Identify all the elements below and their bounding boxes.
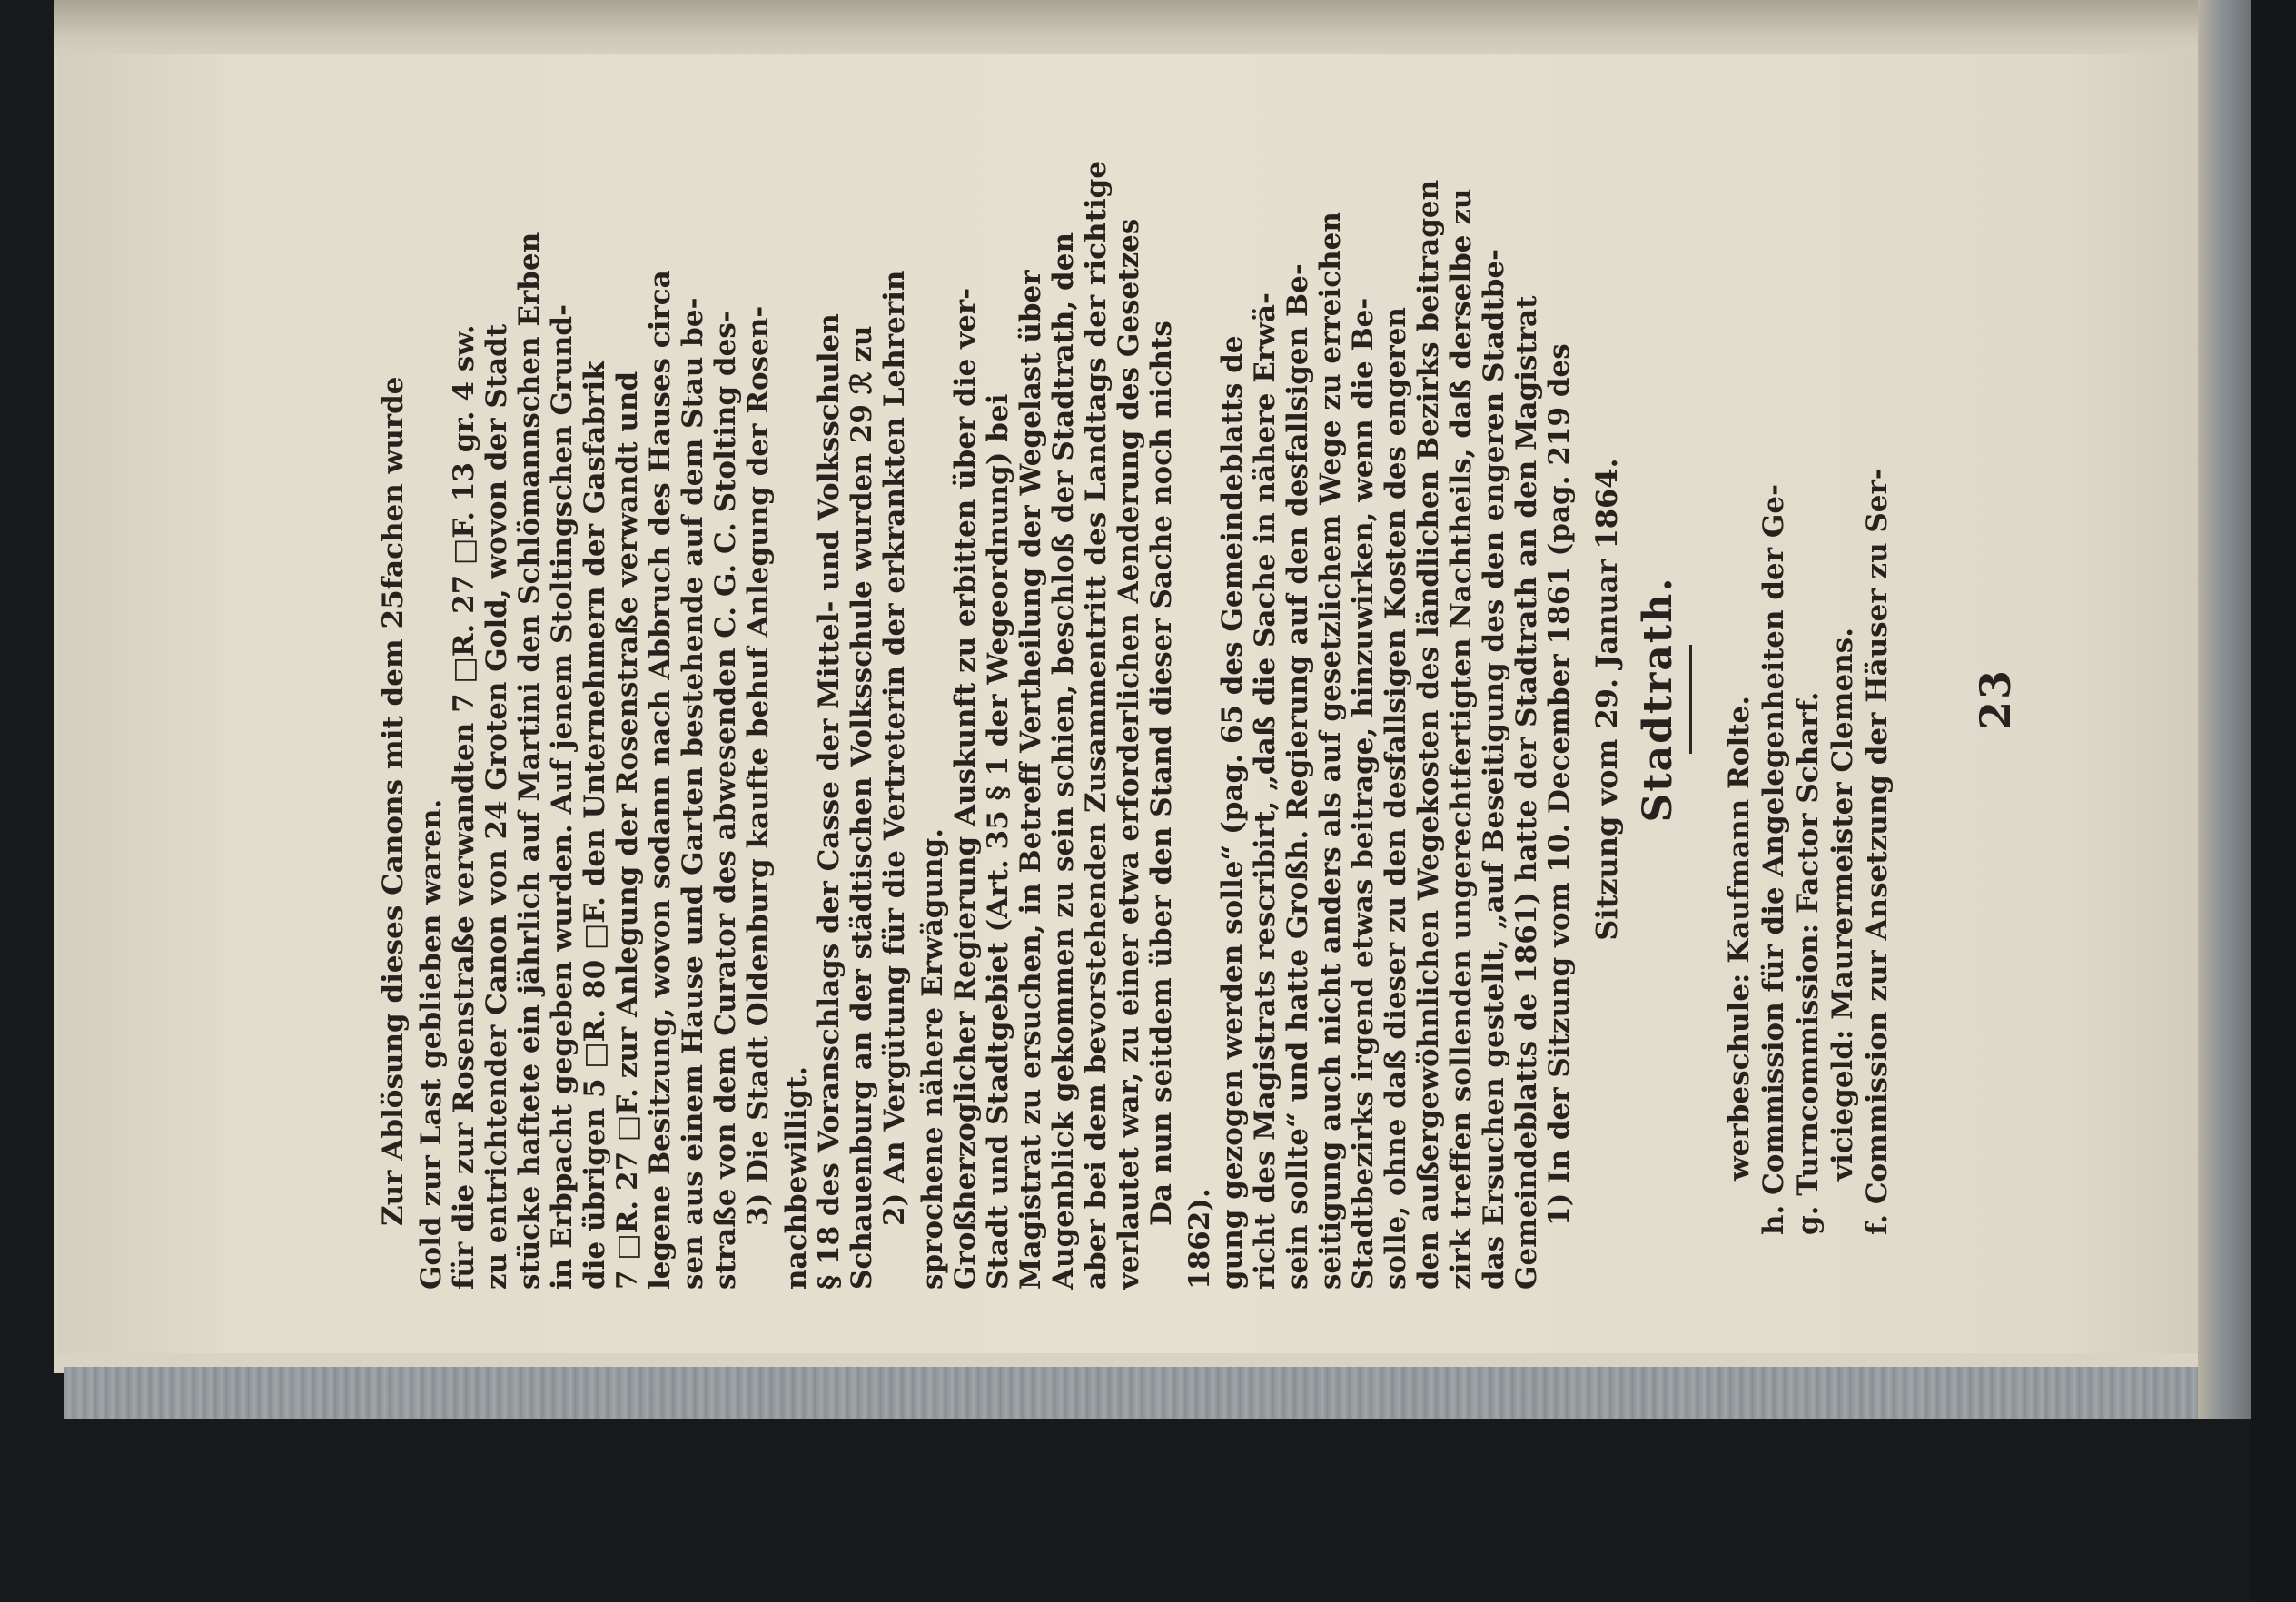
paragraph-line: 1862). [1183, 1188, 1216, 1290]
paragraph-line: Stadtbezirks irgend etwas beitrage, hinzuwirken, wenn die Be- [1347, 297, 1380, 1290]
list-item: viciegeld: Maurermeister Clemens. [1826, 628, 1859, 1181]
cloth-cover-right [2198, 0, 2252, 1419]
paragraph-line: Augenblick gekommen zu sein schien, beschloß der Stadtrath, den [1047, 232, 1080, 1290]
paragraph-line: die übrigen 5 □R. 80 □F. den Unternehmern der Gasfabrik [579, 361, 611, 1290]
paragraph-line: 3) Die Stadt Oldenburg kaufte behuf Anlegung der Rosen- [742, 305, 775, 1226]
paragraph-line: legene Besitzung, wovon sodann nach Abbruch des Hauses circa [644, 270, 677, 1290]
paragraph-line: Da nun seitdem über den Stand dieser Sache noch nichts [1145, 321, 1178, 1226]
paragraph-line: seitigung auch nicht anders als auf gesetzlichem Wege zu erreichen [1314, 212, 1347, 1290]
paragraph-line: 1) In der Sitzung vom 10. December 1861 (pag. 219 des [1543, 343, 1576, 1226]
paragraph-line: verlautet war, zu einer etwa erforderlichen Aenderung des Gesetzes [1113, 218, 1145, 1290]
paragraph-line: Zur Ablösung dieses Canons mit dem 25fachen wurde [377, 376, 410, 1226]
list-item: g. Turncommission: Factor Scharf. [1792, 691, 1825, 1235]
paragraph-line: sen aus einem Hause und Garten bestehende auf dem Stau be- [677, 297, 709, 1290]
paragraph-line: solle, ohne daß dieser zu den desfallsigen Kosten des engeren [1380, 307, 1412, 1290]
paragraph-line: den außergewöhnlichen Wegekosten des ländlichen Bezirks beitragen [1412, 179, 1445, 1290]
list-item: werbeschule: Kaufmann Rolte. [1723, 696, 1756, 1181]
paragraph-line: sein sollte“ und hatte Großh. Regierung auf den desfallsigen Be- [1282, 263, 1314, 1290]
paragraph-line: Gemeindeblatts de 1861) hatte der Stadtrath an den Magistrat [1510, 295, 1543, 1290]
paragraph-line: Gold zur Last geblieben waren. [415, 798, 448, 1290]
paragraph-line: stücke haftete ein jährlich auf Martini den Schlömannschen Erben [513, 232, 546, 1290]
paragraph-line: Großherzoglicher Regierung Auskunft zu erbitten über die ver- [949, 287, 982, 1290]
section-heading: Stadtrath. [1635, 576, 1681, 823]
paragraph-line: nachbewilligt. [780, 1065, 813, 1290]
paragraph-line: für die zur Rosenstraße verwandten 7 □R. 27 □F. 13 gr. 4 sw. [448, 324, 480, 1290]
page-number: 23 [1971, 668, 2020, 731]
paragraph-line: 2) An Vergütung für die Vertreterin der erkrankten Lehrerin [878, 270, 911, 1226]
paragraph-line: gung gezogen werden solle“ (pag. 65 des Gemeindeblatts de [1216, 335, 1249, 1290]
paragraph-line: aber bei dem bevorstehenden Zusammentritt des Landtags der richtige [1080, 160, 1113, 1290]
paragraph-line: straße von dem Curator des abwesenden C. G. C. Stolting des- [709, 311, 742, 1290]
paragraph-line: das Ersuchen gestellt, „auf Beseitigung des den engeren Stadtbe- [1478, 248, 1510, 1290]
paragraph-line: Schauenburg an der städtischen Volksschule wurden 29 ℛ zu [846, 325, 878, 1290]
paragraph-line: in Erbpacht gegeben wurden. Auf jenem Stoltingschen Grund- [546, 304, 579, 1290]
paragraph-line: zu entrichtender Canon von 24 Groten Gold, wovon der Stadt [480, 323, 513, 1290]
section-subheading: Sitzung vom 29. Januar 1864. [1589, 458, 1624, 941]
paragraph-line: sprochene nähere Erwägung. [916, 827, 949, 1290]
dark-margin-right [2251, 0, 2296, 1602]
paragraph-line: zirk treffen sollenden ungerechtfertigten Nachtheils, daß derselbe zu [1445, 188, 1478, 1290]
list-item: f. Commission zur Ansetzung der Häuser zu Ser- [1861, 468, 1894, 1235]
separator-rule [1689, 645, 1692, 754]
paragraph-line: Magistrat zu ersuchen, in Betreff Vertheilung der Wegelast über [1014, 270, 1047, 1290]
cloth-cover-bottom [64, 1367, 2261, 1419]
list-item: h. Commission für die Angelegenheiten der Ge- [1757, 484, 1790, 1235]
paragraph-line: richt des Magistrats rescribirt, „daß die Sache in nähere Erwä- [1249, 292, 1282, 1290]
paragraph-line: Stadt und Stadtgebiet (Art. 35 § 1 der Wegeordnung) bei [982, 393, 1014, 1290]
paragraph-line: 7 □R. 27 □F. zur Anlegung der Rosenstraße verwandt und [611, 371, 644, 1290]
paragraph-line: § 18 des Voranschlags der Casse der Mittel- und Volksschulen [813, 313, 846, 1290]
page-text-block [300, 109, 2020, 1290]
